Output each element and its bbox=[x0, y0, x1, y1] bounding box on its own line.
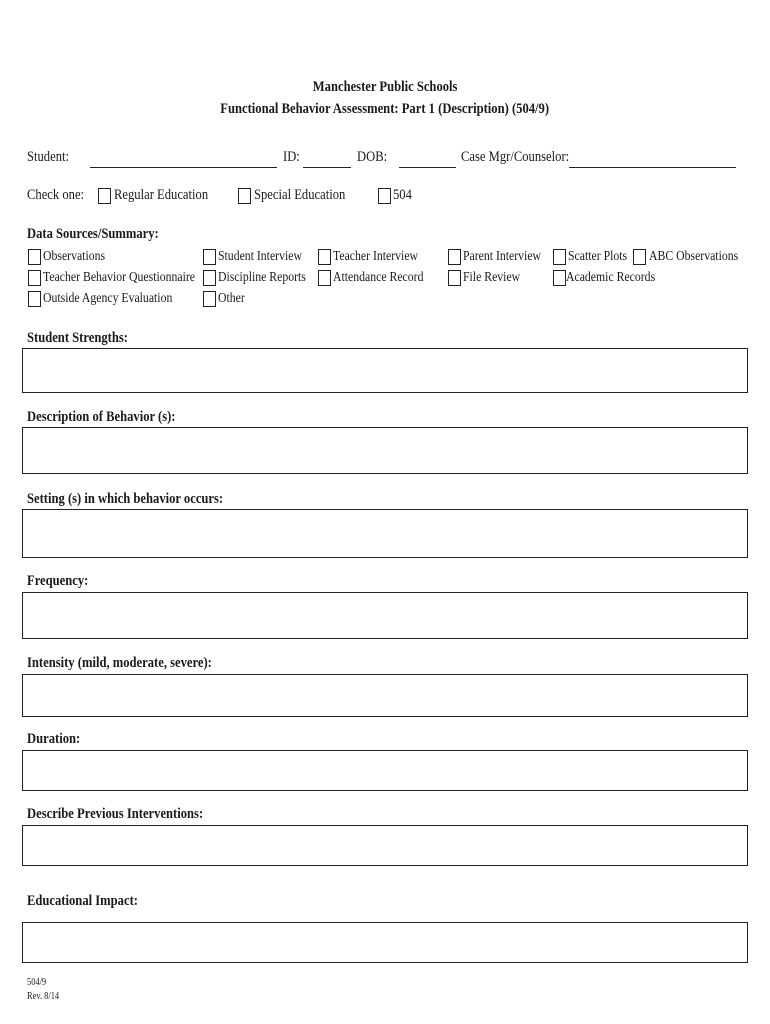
student-strengths-heading: Student Strengths: bbox=[27, 330, 128, 346]
revision-date: Rev. 8/14 bbox=[27, 991, 60, 1002]
student-interview-label: Student Interview bbox=[218, 249, 302, 264]
teacher-behavior-questionnaire-label: Teacher Behavior Questionnaire bbox=[43, 270, 196, 285]
504-label: 504 bbox=[393, 187, 412, 203]
student-field[interactable] bbox=[90, 167, 277, 168]
teacher-behavior-questionnaire-checkbox[interactable] bbox=[28, 270, 41, 286]
teacher-interview-label: Teacher Interview bbox=[333, 249, 419, 264]
form-number: 504/9 bbox=[27, 977, 47, 988]
other-label: Other bbox=[218, 291, 245, 306]
id-field[interactable] bbox=[303, 167, 351, 168]
discipline-reports-checkbox[interactable] bbox=[203, 270, 216, 286]
educational-impact-heading: Educational Impact: bbox=[27, 893, 138, 909]
file-review-label: File Review bbox=[463, 270, 521, 285]
frequency-heading: Frequency: bbox=[27, 573, 89, 589]
regular-education-label: Regular Education bbox=[114, 187, 209, 203]
previous-interventions-field[interactable] bbox=[22, 825, 748, 866]
outside-agency-evaluation-label: Outside Agency Evaluation bbox=[43, 291, 173, 306]
case-mgr-label: Case Mgr/Counselor: bbox=[461, 149, 570, 165]
intensity-field[interactable] bbox=[22, 674, 748, 717]
duration-field[interactable] bbox=[22, 750, 748, 791]
file-review-checkbox[interactable] bbox=[448, 270, 461, 286]
data-sources-heading: Data Sources/Summary: bbox=[27, 226, 159, 242]
student-interview-checkbox[interactable] bbox=[203, 249, 216, 265]
discipline-reports-label: Discipline Reports bbox=[218, 270, 306, 285]
case-mgr-field[interactable] bbox=[569, 167, 736, 168]
parent-interview-checkbox[interactable] bbox=[448, 249, 461, 265]
504-checkbox[interactable] bbox=[378, 188, 391, 204]
form-title: Functional Behavior Assessment: Part 1 (Description) (504/9) bbox=[220, 101, 550, 117]
special-education-checkbox[interactable] bbox=[238, 188, 251, 204]
student-strengths-field[interactable] bbox=[22, 348, 748, 393]
observations-label: Observations bbox=[43, 249, 106, 264]
organization-title: Manchester Public Schools bbox=[312, 79, 458, 95]
abc-observations-checkbox[interactable] bbox=[633, 249, 646, 265]
regular-education-checkbox[interactable] bbox=[98, 188, 111, 204]
academic-records-checkbox[interactable] bbox=[553, 270, 566, 286]
dob-field[interactable] bbox=[399, 167, 456, 168]
other-checkbox[interactable] bbox=[203, 291, 216, 307]
outside-agency-evaluation-checkbox[interactable] bbox=[28, 291, 41, 307]
scatter-plots-label: Scatter Plots bbox=[568, 249, 628, 264]
special-education-label: Special Education bbox=[254, 187, 346, 203]
observations-checkbox[interactable] bbox=[28, 249, 41, 265]
student-label: Student: bbox=[27, 149, 70, 165]
check-one-label: Check one: bbox=[27, 187, 85, 203]
duration-heading: Duration: bbox=[27, 731, 81, 747]
teacher-interview-checkbox[interactable] bbox=[318, 249, 331, 265]
previous-interventions-heading: Describe Previous Interventions: bbox=[27, 806, 204, 822]
description-of-behavior-heading: Description of Behavior (s): bbox=[27, 409, 176, 425]
id-label: ID: bbox=[283, 149, 300, 165]
educational-impact-field[interactable] bbox=[22, 922, 748, 963]
attendance-record-label: Attendance Record bbox=[333, 270, 424, 285]
dob-label: DOB: bbox=[357, 149, 388, 165]
description-of-behavior-field[interactable] bbox=[22, 427, 748, 474]
parent-interview-label: Parent Interview bbox=[463, 249, 542, 264]
setting-field[interactable] bbox=[22, 509, 748, 558]
academic-records-label: Academic Records bbox=[566, 270, 656, 285]
scatter-plots-checkbox[interactable] bbox=[553, 249, 566, 265]
frequency-field[interactable] bbox=[22, 592, 748, 639]
intensity-heading: Intensity (mild, moderate, severe): bbox=[27, 655, 212, 671]
attendance-record-checkbox[interactable] bbox=[318, 270, 331, 286]
abc-observations-label: ABC Observations bbox=[649, 249, 739, 264]
setting-heading: Setting (s) in which behavior occurs: bbox=[27, 491, 224, 507]
